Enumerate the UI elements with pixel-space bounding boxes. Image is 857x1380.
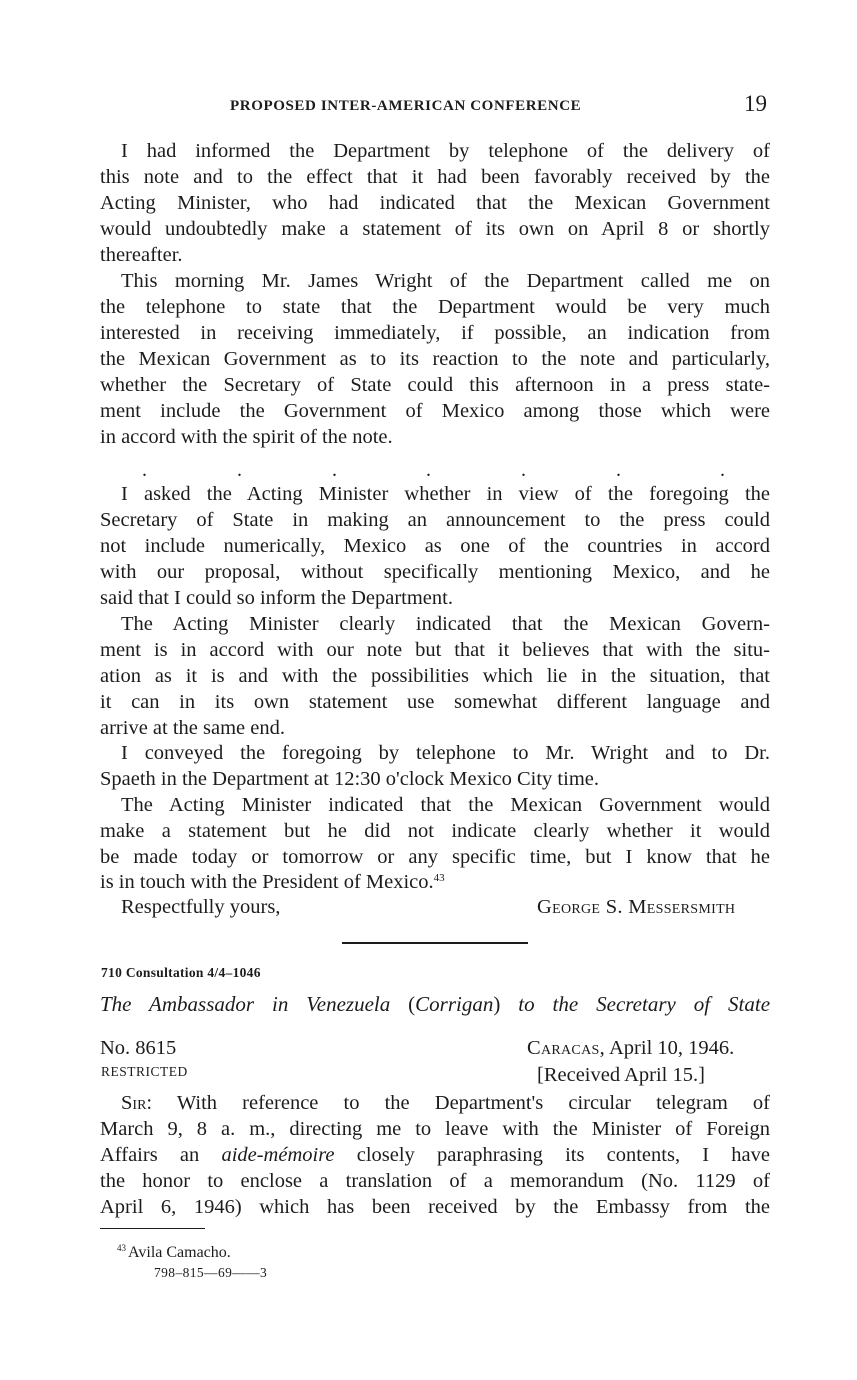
para7-line1-text: : With reference to the Department's circular telegram of bbox=[146, 1092, 770, 1114]
footnote-ref: 43 bbox=[433, 872, 445, 884]
para3-line: with our proposal, without specifically mentioning Mexico, and he bbox=[100, 561, 770, 583]
ellipsis-dot: . bbox=[332, 459, 337, 481]
para5-line: Spaeth in the Department at 12:30 o'clock Mexico City time. bbox=[100, 768, 599, 790]
para4-line: it can in its own statement use somewhat different language and bbox=[100, 691, 770, 713]
document-place-date bbox=[527, 1035, 734, 1061]
footnote-rule bbox=[100, 1228, 205, 1229]
received-date: [Received April 15.] bbox=[537, 1064, 705, 1086]
ellipsis-dot: . bbox=[426, 459, 431, 481]
heading-paren-open: ( bbox=[390, 992, 416, 1016]
para7-line: the honor to enclose a translation of a memorandum (No. 1129 of bbox=[100, 1170, 770, 1192]
para7-line bbox=[121, 1090, 770, 1116]
para6-line-last bbox=[100, 869, 770, 895]
document-heading bbox=[100, 990, 770, 1018]
para6-line: The Acting Minister indicated that the Mexican Government would bbox=[121, 794, 770, 816]
para4-line: arrive at the same end. bbox=[100, 717, 285, 739]
footnote-text: Avila Camacho. bbox=[128, 1244, 231, 1261]
para7-line: March 9, 8 a. m., directing me to leave with the Minister of Foreign bbox=[100, 1118, 770, 1140]
ellipsis-dot: . bbox=[521, 459, 526, 481]
print-code: 798–815—69——3 bbox=[154, 1265, 268, 1280]
para2-line: the telephone to state that the Department would be very much bbox=[100, 296, 770, 318]
ellipsis-dot: . bbox=[142, 459, 147, 481]
page-number: 19 bbox=[744, 91, 767, 116]
para3-line: said that I could so inform the Department. bbox=[100, 587, 453, 609]
para1-line: would undoubtedly make a statement of its own on April 8 or shortly bbox=[100, 218, 770, 240]
complimentary-close: Respectfully yours, bbox=[121, 896, 281, 918]
document-number: No. 8615 bbox=[100, 1037, 177, 1059]
para7-line3-pre: Affairs an bbox=[100, 1144, 222, 1166]
para3-line: Secretary of State in making an announcement to the press could bbox=[100, 509, 770, 531]
classification-label: RESTRICTED bbox=[101, 1064, 188, 1079]
para6-line: be made today or tomorrow or any specific time, but I know that he bbox=[100, 846, 770, 868]
para5-line: I conveyed the foregoing by telephone to Mr. Wright and to Dr. bbox=[121, 742, 770, 764]
file-reference: 710 Consultation 4/4–1046 bbox=[101, 965, 261, 980]
salutation-sir: Sir bbox=[121, 1092, 147, 1114]
document-place: Caracas, bbox=[527, 1037, 605, 1059]
ellipsis-dot: . bbox=[720, 459, 725, 481]
para7-line3-post: closely paraphrasing its contents, I have bbox=[334, 1144, 770, 1166]
aide-memoire-term: aide-mémoire bbox=[221, 1144, 335, 1166]
para1-line: Acting Minister, who had indicated that the Mexican Government bbox=[100, 192, 770, 214]
ellipsis-omission bbox=[100, 452, 770, 481]
para7-line: April 6, 1946) which has been received by the Embassy from the bbox=[100, 1196, 770, 1218]
signature: George S. Messersmith bbox=[537, 896, 736, 918]
para2-line: interested in receiving immediately, if possible, an indication from bbox=[100, 322, 770, 344]
footnote-marker: 43 bbox=[117, 1243, 126, 1253]
para2-line: whether the Secretary of State could this afternoon in a press state- bbox=[100, 374, 770, 396]
para4-line: ation as it is and with the possibilities which lie in the situation, that bbox=[100, 665, 770, 687]
ellipsis-dot: . bbox=[237, 459, 242, 481]
para3-line: not include numerically, Mexico as one of the countries in accord bbox=[100, 535, 770, 557]
para1-line: this note and to the effect that it had been favorably received by the bbox=[100, 166, 770, 188]
ellipsis-dot: . bbox=[616, 459, 621, 481]
running-head: PROPOSED INTER-AMERICAN CONFERENCE bbox=[230, 98, 582, 114]
footnote bbox=[117, 1237, 231, 1264]
para2-line: This morning Mr. James Wright of the Department called me on bbox=[121, 270, 770, 292]
heading-paren-close: ) bbox=[493, 992, 519, 1016]
para6-line: make a statement but he did not indicate clearly whether it would bbox=[100, 820, 770, 842]
para2-line: in accord with the spirit of the note. bbox=[100, 426, 393, 448]
para4-line: ment is in accord with our note but that it believes that with the situ- bbox=[100, 639, 770, 661]
section-divider bbox=[342, 942, 528, 944]
heading-part2: to the Secretary of State bbox=[518, 992, 771, 1016]
para4-line: The Acting Minister clearly indicated that the Mexican Govern- bbox=[121, 613, 770, 635]
para7-line bbox=[100, 1142, 770, 1168]
para2-line: the Mexican Government as to its reaction to the note and particularly, bbox=[100, 348, 770, 370]
para6-text: is in touch with the President of Mexico. bbox=[100, 871, 434, 893]
para1-line: thereafter. bbox=[100, 244, 183, 266]
document-date: April 10, 1946. bbox=[605, 1037, 735, 1059]
para1-line: I had informed the Department by telephone of the delivery of bbox=[121, 140, 770, 162]
para2-line: ment include the Government of Mexico among those which were bbox=[100, 400, 770, 422]
heading-name: Corrigan bbox=[415, 992, 494, 1016]
heading-part1: The Ambassador in Venezuela bbox=[100, 992, 391, 1016]
para3-line: I asked the Acting Minister whether in view of the foregoing the bbox=[121, 483, 770, 505]
